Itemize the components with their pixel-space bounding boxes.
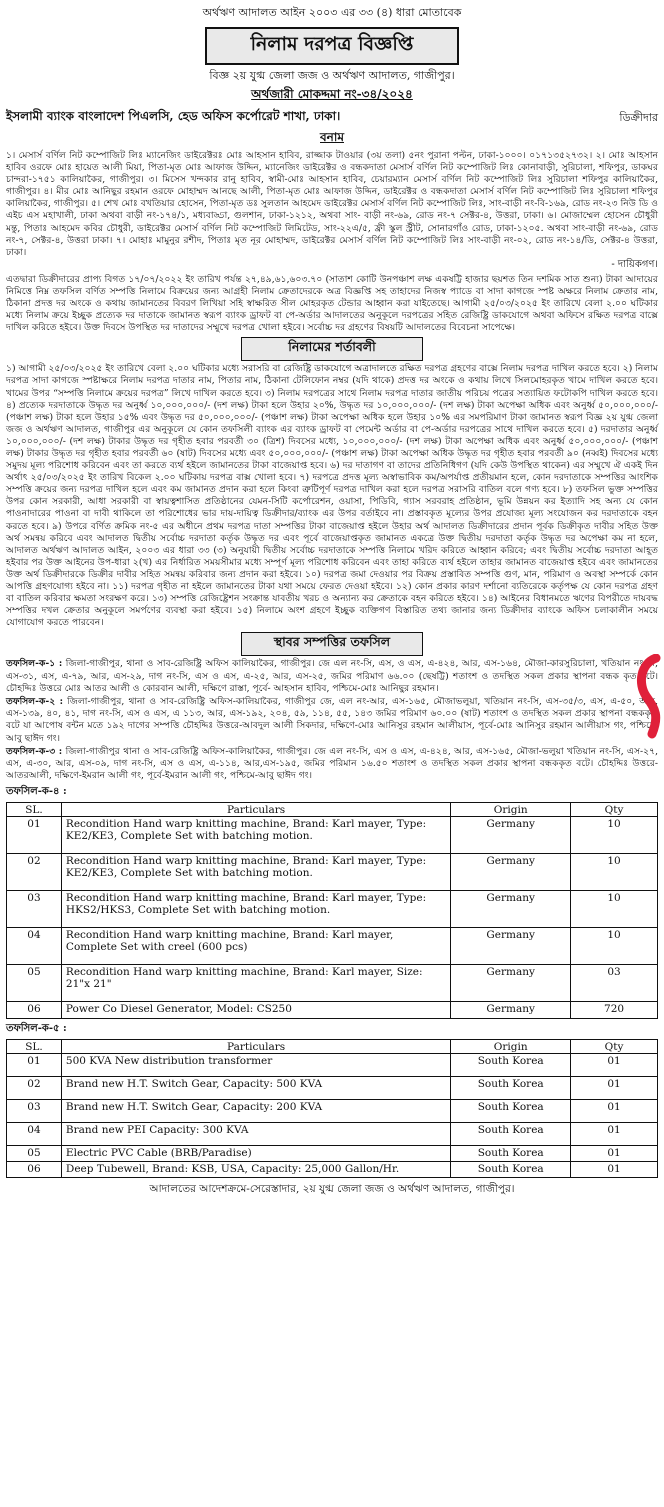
plaintiff-bank: ইসলামী ব্যাংক বাংলাদেশ পিএলসি, হেড অফিস কর্পোরেট শাখা, ঢাকা।	[6, 109, 341, 123]
sl-cell: 06	[7, 1162, 62, 1178]
notice-title: নিলাম দরপত্র বিজ্ঞপ্তি	[205, 27, 459, 65]
schedule-k1	[6, 658, 658, 695]
origin-cell: Germany	[451, 928, 571, 965]
terms-text: ১) আগামী ২৫/০৩/২০২৫ ইং তারিখে বেলা ২.০০ ঘটিকার মধ্যে সরাসরি বা রেজিষ্ট্রি ডাকযোগে অত্রাদালতে রক্ষিত দরপত্র গ্রহণের বাক্সে নিলাম দরপত্র দাখিল করতে হবে। ২) নিলাম দরপত্র সাদা কাগজে স্পষ্টাক্ষরে নিলাম দরপত্র দাতার নাম, পিতার নাম, ঠিকানা টেলিফোন নম্বর (যদি থাকে) প্রদত্ত দর অংকে ও কথায় লিখে সিলমোহরকৃত খামে দাখিল করতে হবে। খামের উপর “সম্পত্তি নিলামে ক্রয়ের দরপত্র” লিখে দাখিল করতে হবে। ৩) নিলাম দরপত্রের সাথে নিলাম দরপত্র দাতার জাতীয় পরিচয় পত্রের সত্যায়িত ফটোকপি দাখিল করতে হবে। ৪) প্রত্যেক দরদাতাকে উদ্ধৃত দর অনুর্ধ্ব ১০,০০০,০০০/- (দশ লক্ষ) টাকা হলে উহার ২০%, উদ্ধৃত দর ১০,০০০,০০০/- (দশ লক্ষ) টাকা অপেক্ষা অধিক এবং অনুর্ধ্ব ৫০,০০০,০০০/- (পঞ্চাশ লক্ষ) টাকা হলে উহার ১৫% এবং উদ্ধৃত দর ৫০,০০০,০০০/- (পঞ্চাশ লক্ষ) টাকা অপেক্ষা অধিক হলে উহার ১০% এর সমপরিমাণ টাকা জামানত স্বরূপ বিজ্ঞ ২য় যুগ্ম জেলা জজ ও অর্থঋণ আদালত, গাজীপুর এর অনুকূলে যে কোন তফসিলী ব্যাংক এর ব্যাংক ড্রাফট বা পেমেন্ট অর্ডার বা পে-অর্ডার দরপত্রের সাথে দাখিল করতে হবে। ৫) দরদাতার অনুর্ধ্ব ১০,০০০,০০০/- (দশ লক্ষ) টাকার উদ্ধৃত দর গৃহীত হবার পরবর্তী ৩০ (ত্রিশ) দিবসের মধ্যে, ১০,০০০,০০০/- (দশ লক্ষ) টাকা অপেক্ষা অধিক এবং অনুর্ধ্ব ৫০,০০০,০০০/- (পঞ্চাশ লক্ষ) টাকার উদ্ধৃত দর গৃহীত হবার পরবর্তী ৬০ (ষাট) দিবসের মধ্যে এবং ৫০,০০০,০০০/- (পঞ্চাশ লক্ষ) টাকা অপেক্ষা অধিক উদ্ধৃত দর গৃহীত হবার পরবর্তী ৯০ (নব্বই) দিবসের মধ্যে সমুদয় মূল্য পরিশোধ করিবেন এবং তা করতে ব্যর্থ হইলে জামানতের টাকা বাজেয়াপ্ত হবে। ৬) দর দাতাগণ বা তাদের প্রতিনিধিগণ (যদি কেউ উপস্থিত থাকেন) এর সম্মুখে ঐ একই দিন অর্থাৎ ২৫/০৩/২০২৫ ইং তারিখ বিকেল ২.০০ ঘটিকায় দরপত্র বাক্স খোলা হবে। ৭) দরপত্রে প্রদত্ত মূল্য অস্বাভাবিক কম/অপর্যাপ্ত প্রতীয়মান হলে, কোন দরদাতাকে সম্পত্তির আংশিক সম্পত্তি ক্রয়ের জন্য দরপত্র দাখিল হলে এবং কম জামানত প্রদান করা হলে কিংবা ত্রুটিপূর্ণ দরপত্র দাখিল করা হলে দরপত্র সরাসরি বাতিল বলে গণ্য হবে। ৮) তফসিল ভুক্ত সম্পত্তির উপর কোন সরকারী, আধা সরকারী বা স্বায়ত্বশাসিত প্রতিষ্ঠানের যেমন-সিটি কর্পোরেশন, ওয়াসা, পিডিবি, গ্যাস সরবরাহ প্রতিষ্ঠান, ভূমি উন্নয়ন কর ইত্যাদি সহ অন্য যে কোন পাওনাদারের পাওনা বা দাবী থাকিলে তা পরিশোধের ভার দায়-দায়িত্ব ডিক্রীদার/ব্যাংক এর উপর বর্তাইবে না। প্রস্তাবকৃত মূল্যের উপর প্রযোজ্য মূল্য সংযোজন কর দরদাতাকে বহন করতে হবে। ৯) উপরে বর্ণিত ক্রমিক নং-৫ এর অধীনে প্রথম দরপত্র দাতা সম্পত্তির টাকা বাজেয়াপ্ত হইলে উহার অর্থ আদালত ডিক্রীদারের প্রদান পূর্বক ডিক্রীকৃত দাবীর সহিত উক্ত অর্থ সমন্বয় করিবে এবং আদালত দ্বিতীয় সর্বোচ্চ দরদাতা কর্তৃক উদ্ধৃত দর এবং পূর্বে বাজেয়াপ্তকৃত জামানত একত্রে উক্ত দ্বিতীয় দরদাতা কর্তৃক উদ্ধৃত দর অপেক্ষা কম না হলে, আদালত অর্থঋণ আদালত আইন, ২০০৩ এর ধারা ৩৩ (৩) অনুযায়ী দ্বিতীয় সর্বোচ্চ দরদাতাকে সম্পত্তি নিলামে খরিদ করিতে আহ্বান করিবে; এবং দ্বিতীয় সর্বোচ্চ দরদাতা আহূত হইবার পর উক্ত আইনের উপ-ধারা ২(খ) এর নির্ধারিত সময়সীমার মধ্যে সম্পূর্ণ মূল্য পরিশোধ করিবেন এবং তাহা করিতে ব্যর্থ হইলে তাহার জামানত বাজেয়াপ্ত হইবে এবং জামানতের উক্ত অর্থ ডিক্রীদারকে ডিক্রীর দাবীর সহিত সমন্বয় করিবার জন্য প্রদান করা হইবে। ১০) দরপত্র জমা দেওয়ার পর বিক্রয় প্রস্তাবিত সম্পত্তি গুণ, মান, পরিমাণ ও অবস্থা সম্পর্কে কোন আপত্তি গ্রহণযোগ্য হইবে না। ১১) দরপত্র গৃহীত না হইলে জামানতের টাকা যথা সময়ে ফেরত দেওয়া হইবে। ১২) কোন প্রকার কারণ দর্শানো ব্যতিরেকে কর্তৃপক্ষ যে কোন দরপত্র গ্রহণ বা বাতিল করিবার ক্ষমতা সংরক্ষণ করে। ১৩) সম্পত্তি রেজিষ্ট্রেশন সংক্রান্ত যাবতীয় খরচ ও অন্যান্য কর ক্রেতাকে বহন করিতে হইবে। ১৪) আইনের বিধানমতে ঋণের বিপরীতে দায়বদ্ধ সম্পত্তির দখল ক্রেতার অনুকূলে সমর্পণের ব্যবস্থা করা হইবে। ১৫) নিলামে অংশ গ্রহণে ইচ্ছুক ব্যক্তিগণ বিস্তারিত তথ্য জানার জন্য ডিক্রীদার ব্যাংকে অফিস চলাকালীন সময়ে যোগাযোগ করতে পারবেন।	[6, 363, 658, 629]
versus-label: বনাম	[320, 130, 344, 144]
origin-cell: South Korea	[451, 1123, 571, 1146]
qty-header: Qty	[571, 803, 658, 817]
table-row	[7, 1054, 658, 1077]
qty-cell: 10	[571, 854, 658, 891]
table-row	[7, 1100, 658, 1123]
sl-cell: 05	[7, 965, 62, 1002]
origin-cell: Germany	[451, 817, 571, 854]
schedule-k3-text: জিলা-গাজীপুর থানা ও সাব-রেজিষ্ট্রি অফিস-কালিয়াকৈর, গাজীপুর। জে এল নং-সি, এস ও এস, এ-৪২৪, আর, এস-১৬৫, মৌজা-ভলুয়া খতিয়ান নং-সি, এস-২৭, এস, এ-৩০, আর, এস-০৯, দাগ নং-সি, এস ও এস, এ-১১৪, আর,এস-১৯৫, জমির পরিমান ১৬.৫০ শতাংশ ও তদস্থিত সকল প্রকার স্থাপনা বন্ধককৃত বটে। চৌহদ্দিঃ উত্তরে-আতরআলী, দক্ষিণে-ইমরান আলী গং, পূর্বে-ইমরান আলী গং, পশ্চিমে-আবু ছাঈদ গং।	[6, 745, 659, 782]
sl-cell: 05	[7, 1146, 62, 1162]
qty-header: Qty	[571, 1040, 658, 1054]
origin-cell: South Korea	[451, 1162, 571, 1178]
terms-title: নিলামের শর্তাবলী	[241, 337, 423, 361]
legal-reference: অর্থঋণ আদালত আইন ২০০৩ এর ৩৩ (৪) ধারা মোতাবেক	[202, 6, 462, 19]
table-header-row	[7, 1040, 658, 1054]
schedule-k1-label: তফসিল-ক-১ :	[6, 658, 63, 670]
qty-cell: 01	[571, 1162, 658, 1178]
qty-cell: 01	[571, 1100, 658, 1123]
schedule-k2-text: জিলা-গাজীপুর, থানা ও সাব-রেজিষ্ট্রি অফিস-কালিয়াকৈর, গাজীপুর জে, এল নং-আর, এস-১৬৫, মৌজাভলুয়া, খতিয়ান নং-সি, এস-৩৫/৩, এস, এ-৫০, আর, এস-১৩৯, ৪০, ৪১, দাগ নং-সি, এস ও এস, এ ১১৩, আর, এস-১৯২, ২০৪, ৫৯, ১১৪, ৫৫, ১৪৩ জমির পরিমাণ ৬০.০০ (ষাট) শতাংশ ও তদস্থিত সকল প্রকার স্থাপনা বন্ধককৃত বটে যা আপোষ বন্টন মতে ১৯২ দাগের সম্পত্তি চৌহদ্দিঃ উত্তরে-আবদুল আলী সিকদার, দক্ষিণে-মোঃ আনিসুর রহমান আলীয়াস, পূর্বে-মোঃ আনিসুর রহমান আলীয়াস গং, পশ্চিমে-আবু ছাঈদ গং।	[6, 695, 659, 744]
table-row	[7, 1123, 658, 1146]
origin-cell: Germany	[451, 891, 571, 928]
sl-cell: 02	[7, 1077, 62, 1100]
particulars-cell: 500 KVA New distribution transformer	[61, 1054, 450, 1077]
sl-cell: 02	[7, 854, 62, 891]
particulars-cell: Brand new PEI Capacity: 300 KVA	[61, 1123, 450, 1146]
particulars-cell: Recondition Hand warp knitting machine, Brand: Karl mayer, Type: KE2/KE3, Complete Set with batching motion.	[61, 854, 450, 891]
origin-cell: South Korea	[451, 1054, 571, 1077]
schedule-k2	[6, 696, 658, 745]
particulars-cell: Recondition Hand warp knitting machine, Brand: Karl mayer, Complete Set with creel (600 pcs)	[61, 928, 450, 965]
sl-cell: 03	[7, 1100, 62, 1123]
defendants-tag: - দায়িকগণ।	[611, 258, 658, 270]
table-row	[7, 1162, 658, 1178]
plaintiff-row	[6, 108, 658, 128]
schedule-k4-table	[6, 802, 658, 1019]
schedule-k5-label: তফসিল-ক-৫ :	[6, 1023, 67, 1035]
table-header-row	[7, 803, 658, 817]
origin-cell: South Korea	[451, 1100, 571, 1123]
schedule-title: স্থাবর সম্পত্তির তফসিল	[241, 632, 423, 656]
qty-cell: 10	[571, 891, 658, 928]
table-row	[7, 891, 658, 928]
schedule-k2-label: তফসিল-ক-২ :	[6, 695, 63, 707]
sl-cell: 01	[7, 817, 62, 854]
notice-paragraph: এতদ্বারা ডিক্রীদারের প্রাপ্য বিগত ১৭/০৭/২০২২ ইং তারিখ পর্যন্ত ২৭,৪৯,৬১,৬০৩.৭০ (সাতাশ কোটি উনপঞ্চাশ লক্ষ একষট্টি হাজার ছয়শত তিন দশমিক সাত শুন্য) টাকা আদায়ের নিমিত্তে নিম্ন তফসিল বর্ণিত সম্পত্তি নিলামে বিক্রয়ের জন্য আগ্রহী নিলাম ক্রেতাদেরকে অত্র বিজ্ঞপ্তি সহ তাহাদের নিজস্ব প্যাডে বা সাদা কাগজে স্পষ্ট অক্ষরে নিলাম ক্রেতার নাম, ঠিকানা প্রদত্ত দর অংকে ও কথায় জামানতের বিবরণ লিখিয়া সহি স্বাক্ষরিত সীল মোহরকৃত টেন্ডার আহ্বান করা যাইতেছে। আগামী ২৫/০৩/২০২৫ ইং তারিখে বেলা ২.০০ ঘটিকার মধ্যে নিলাম ক্রয়ে ইচ্ছুক প্রত্যেক দর দাতাকে জামানত স্বরূপ ব্যাংক ড্রাফট বা পে-অর্ডার আদালতের অনুকূলে দরপত্রের সহিত রেজিষ্ট্রি ডাকযোগে অথবা অফিসে রক্ষিত দরপত্র বাক্সে দাখিল করিতে হইবে। উক্ত দিবসে উপস্থিত দর দাতাদের সম্মুখে দরপত্র খোলা হইবে। সর্বোচ্চ দর গ্রহণের বিষয়টি আদালতের বিবেচনা সাপেক্ষে।	[6, 273, 658, 334]
qty-cell: 01	[571, 1054, 658, 1077]
schedule-k1-text: জিলা-গাজীপুর, থানা ও সাব-রেজিষ্ট্রি অফিস কালিয়াকৈর, গাজীপুর। জে এল নং-সি, এস, ও এস, এ-৪২৪, আর, এস-১৬৪, মৌজা-কারসুরিচালা, খতিয়ান নং-সি, এস-৩১, এস, এ-৭৯, আর, এস-২৯, দাগ নং-সি, এস ও এস, এ-২৫, আর, এস-২৫, জমির পরিমাণ ৬৬.০০ (ছেষট্টি) শতাংশ ও তদস্থিত সকল প্রকার স্থাপনা বন্ধক কৃত বটে। চৌহদ্দিঃ উত্তরে মোঃ আতর আলী ও কোরবান আলী, দক্ষিণে রাস্তা, পূর্বে- আহসান হাবিব, পশ্চিমে-মোঃ আনিছুর রহমান।	[6, 658, 658, 694]
particulars-cell: Recondition Hand warp knitting machine, Brand: Karl mayer, Type: HKS2/HKS3, Complete Set with batching motion.	[61, 891, 450, 928]
origin-cell: South Korea	[451, 1077, 571, 1100]
sl-cell: 03	[7, 891, 62, 928]
sl-cell: 04	[7, 928, 62, 965]
particulars-header: Particulars	[61, 1040, 450, 1054]
origin-cell: Germany	[451, 965, 571, 1002]
sl-cell: 04	[7, 1123, 62, 1146]
particulars-cell: Deep Tubewell, Brand: KSB, USA, Capacity: 25,000 Gallon/Hr.	[61, 1162, 450, 1178]
auction-notice	[6, 4, 658, 1199]
sl-cell: 06	[7, 1002, 62, 1019]
plaintiff-tag: ডিক্রীদার	[619, 111, 658, 124]
table-row	[7, 854, 658, 891]
particulars-header: Particulars	[61, 803, 450, 817]
footer-signature: আদালতের আদেশক্রমে-সেরেস্তাদার, ২য় যুগ্ম জেলা জজ ও অর্থঋণ আদালত, গাজীপুর।	[149, 1183, 515, 1196]
origin-cell: Germany	[451, 1002, 571, 1019]
table-row	[7, 965, 658, 1002]
defendants-list: ১। মেসার্স বর্ণিল নিট কম্পোজিট লিঃ ম্যানেজিং ডাইরেক্টরঃ মোঃ আহসান হাবিব, রাজ্জাক টাওয়ার (৩য় তলা) ৫নং পুরানা পল্টন, ঢাকা-১০০০। ০১৭১৩৫২৭৩২। ২। মোঃ আহসান হাবিব ওরফে মোঃ হায়েত আলী মিয়া, পিতা-মৃত মোঃ আফাজ উদ্দিন, ম্যানেজিং ডাইরেক্টর ও বন্ধকদাতা মেসার্স বর্ণিল নিট কম্পোজিট লিঃ কোনাবাড়ী, সুরিচালা, শফিপুর, ডাকঘর চান্দরা-১৭৫১ কালিয়াকৈর, গাজীপুর। ৩। মিসেস খন্দকার রানু হাবিব, স্বামী-মোঃ আহসান হাবিব, চেয়ারম্যান মেসার্স বর্ণিল নিট কম্পোজিট লিঃ সুরিচালা শফিপুর কালিয়াকৈর, গাজীপুর। ৪। মীর মোঃ আনিছুর রহমান ওরফে মোহাম্মদ আনছে আলী, পিতা-মৃত মোঃ আফাজ উদ্দিন, ডাইরেক্টর ও বন্ধকদাতা মেসার্স বর্ণিল নিট কম্পোজিট লিঃ সুরিচালা শফিপুর কালিয়াকৈর, গাজীপুর। ৫। শেখ মোঃ বখতিয়ার হোসেন, পিতা-মৃত ডঃ সুলতান আহমেদ ডাইরেক্টর মেসার্স বর্ণিল নিট কম্পোজিট লিঃ, সাং-বাড়ী নং-বি-১৬৯, রোড নং-২৩ নিউ ডি ও এইচ এস মহাখালী, ঢাকা অথবা বাড়ী নং-১৭৪/১, মধ্যবাড্ডা, গুলশান, ঢাকা-১২১২, অথবা সাং- বাড়ী নং-৬৯, রোড নং-৭ সেক্টর-৪, উত্তরা, ঢাকা। ৬। মোজাম্মেল হোসেন চৌধুরী মন্তু, পিতাঃ আহমেদ কবির চৌধুরী, ডাইরেক্টর মেসার্স বর্ণিল নিট কম্পোজিট লিমিটেড, সাং-২২এ/৫, ফ্রী স্কুল স্ট্রীট, সোনারগাঁও রোড, ঢাকা-১২০৫. অথবা সাং-বাড়ী নং-৬৯, রোড নং-৭, সেক্টর-৪, উত্তরা ঢাকা। ৭। মোহাঃ মামুনুর রশীদ, পিতাঃ মৃত নূর মোহাম্মদ, ডাইরেক্টর মেসার্স বর্ণিল নিট কম্পোজিট লিঃ সাং-বাড়ী নং-০২, রোড নং-১৪/ডি, সেক্টর-৪ উত্তরা, ঢাকা।	[6, 150, 658, 258]
red-mark-stroke	[641, 658, 656, 734]
particulars-cell: Electric PVC Cable (BRB/Paradise)	[61, 1146, 450, 1162]
origin-cell: Germany	[451, 854, 571, 891]
qty-cell: 03	[571, 965, 658, 1002]
table-row	[7, 928, 658, 965]
qty-cell: 01	[571, 1077, 658, 1100]
particulars-cell: Brand new H.T. Switch Gear, Capacity: 200 KVA	[61, 1100, 450, 1123]
table-row	[7, 1146, 658, 1162]
qty-cell: 720	[571, 1002, 658, 1019]
qty-cell: 01	[571, 1146, 658, 1162]
particulars-cell: Recondition Hand warp knitting machine, Brand: Karl mayer, Type: KE2/KE3, Complete Set with batching motion.	[61, 817, 450, 854]
case-number: অর্থজারী মোকদ্দমা নং-৩৪/২০২৪	[251, 87, 413, 101]
schedule-k4-label: তফসিল-ক-৪ :	[6, 786, 67, 798]
origin-header: Origin	[451, 803, 571, 817]
sl-cell: 01	[7, 1054, 62, 1077]
particulars-cell: Power Co Diesel Generator, Model: CS250	[61, 1002, 450, 1019]
court-name: বিজ্ঞ ২য় যুগ্ম জেলা জজ ও অর্থঋণ আদালত, গাজীপুর।	[209, 69, 455, 82]
red-stamp-mark-icon	[634, 654, 664, 739]
sl-header: SL.	[7, 1040, 62, 1054]
schedule-k3-label: তফসিল-ক-৩ :	[6, 745, 63, 757]
particulars-cell: Recondition Hand warp knitting machine, Brand: Karl mayer, Size: 21"x 21"	[61, 965, 450, 1002]
qty-cell: 01	[571, 1123, 658, 1146]
origin-header: Origin	[451, 1040, 571, 1054]
origin-cell: South Korea	[451, 1146, 571, 1162]
sl-header: SL.	[7, 803, 62, 817]
particulars-cell: Brand new H.T. Switch Gear, Capacity: 500 KVA	[61, 1077, 450, 1100]
table-row	[7, 1077, 658, 1100]
qty-cell: 10	[571, 817, 658, 854]
table-row	[7, 817, 658, 854]
table-row	[7, 1002, 658, 1019]
schedule-k5-table	[6, 1039, 658, 1178]
schedule-k3	[6, 746, 658, 783]
qty-cell: 10	[571, 928, 658, 965]
